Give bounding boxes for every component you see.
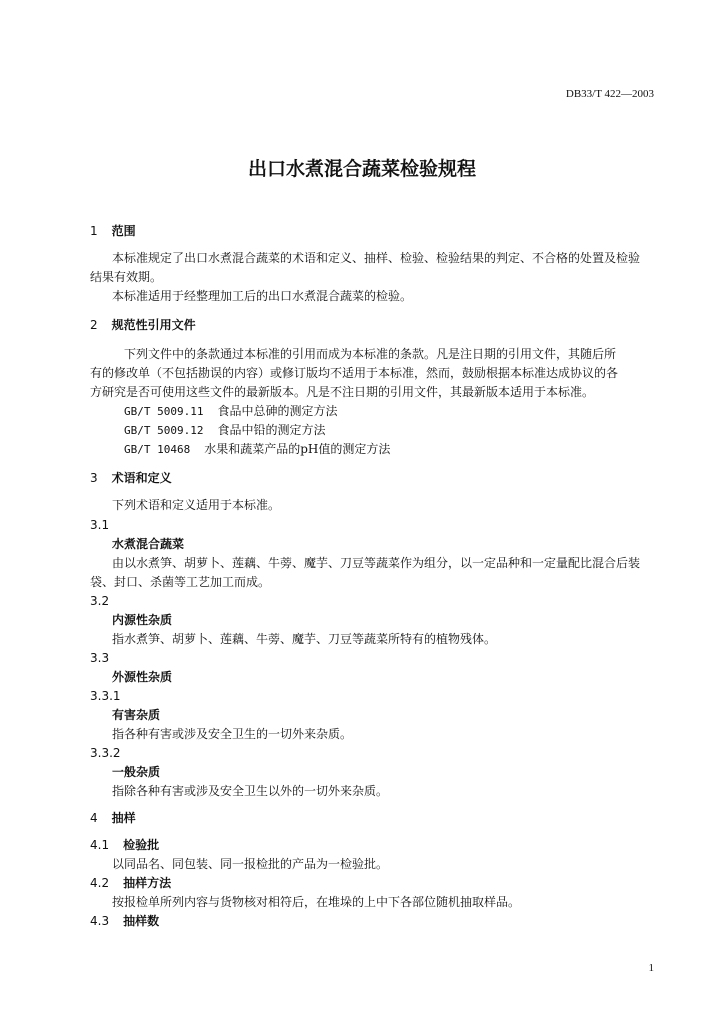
paragraph: 有的修改单（不包括勘误的内容）或修订版均不适用于本标准，然而，鼓励根据本标准达成协议的各 [90,366,619,380]
paragraph: 本标准适用于经整理加工后的出口水煮混合蔬菜的检验。 [112,289,413,303]
term-heading: 一般杂质 [112,765,161,779]
term-definition: 袋、封口、杀菌等工艺加工而成。 [90,575,271,589]
paragraph: 下列文件中的条款通过本标准的引用而成为本标准的条款。凡是注日期的引用文件，其随后所 [124,347,617,361]
document-code: DB33/T 422—2003 [565,88,654,100]
clause-number: 3.3.2 [90,746,121,760]
paragraph: 本标准规定了出口水煮混合蔬菜的术语和定义、抽样、检验、检验结果的判定、不合格的处置及检验 [112,251,641,265]
reference-item: GB/T 10468 水果和蔬菜产品的pH值的测定方法 [124,442,391,456]
term-heading: 有害杂质 [112,708,161,722]
clause-number: 3.3.1 [90,689,121,703]
term-heading: 外源性杂质 [112,670,173,684]
term-definition: 指水煮笋、胡萝卜、莲藕、牛蒡、魔芋、刀豆等蔬菜所特有的植物残体。 [112,632,497,646]
paragraph: 下列术语和定义适用于本标准。 [112,498,281,512]
subsection-heading: 4.2 抽样方法 [90,876,172,890]
subsection-heading: 4.1 检验批 [90,838,160,852]
clause-number: 3.1 [90,518,110,532]
clause-number: 3.2 [90,594,110,608]
section-3-heading: 3 术语和定义 [90,471,172,485]
term-heading: 内源性杂质 [112,613,173,627]
document-title: 出口水煮混合蔬菜检验规程 [247,158,476,180]
section-1-heading: 1 范围 [90,224,136,238]
term-heading: 水煮混合蔬菜 [112,537,185,551]
reference-item: GB/T 5009.12 食品中铅的测定方法 [124,423,326,437]
section-4-heading: 4 抽样 [90,811,136,825]
term-definition: 指各种有害或涉及安全卫生的一切外来杂质。 [112,727,353,741]
clause-number: 3.3 [90,651,110,665]
paragraph: 结果有效期。 [90,270,163,284]
paragraph: 方研究是否可使用这些文件的最新版本。凡是不注日期的引用文件，其最新版本适用于本标准。 [90,385,595,399]
reference-item: GB/T 5009.11 食品中总砷的测定方法 [124,404,338,418]
page-number: 1 [648,962,654,974]
paragraph: 以同品名、同包装、同一报检批的产品为一检验批。 [112,857,389,871]
term-definition: 指除各种有害或涉及安全卫生以外的一切外来杂质。 [112,784,389,798]
paragraph: 按报检单所列内容与货物核对相符后，在堆垛的上中下各部位随机抽取样品。 [112,895,521,909]
subsection-heading: 4.3 抽样数 [90,914,160,928]
term-definition: 由以水煮笋、胡萝卜、莲藕、牛蒡、魔芋、刀豆等蔬菜作为组分，以一定品种和一定量配比混合后装 [112,556,641,570]
section-2-heading: 2 规范性引用文件 [90,318,196,332]
